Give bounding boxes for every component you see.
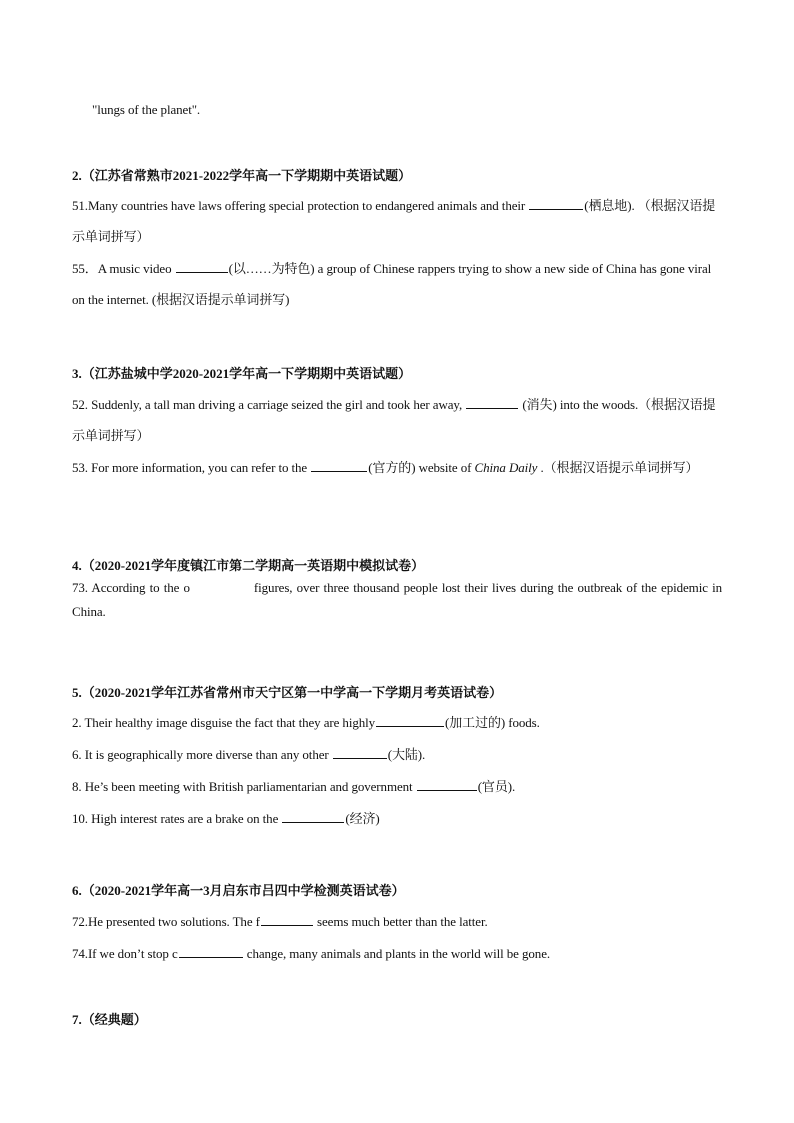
answer-blank[interactable] — [417, 779, 477, 791]
section-heading-5: 5.（2020-2021学年江苏省常州市天宁区第一中学高一下学期月考英语试卷） — [72, 685, 503, 700]
answer-blank[interactable] — [261, 914, 313, 926]
question-52: 52. Suddenly, a tall man driving a carriage seized the girl and took her away, (消失) into the woods.（根据汉语提示单词拼写） — [72, 397, 716, 443]
question-6: 6. It is geographically more diverse than any other (大陆). — [72, 747, 426, 762]
answer-blank[interactable] — [311, 460, 367, 472]
question-10: 10. High interest rates are a brake on the (经济) — [72, 811, 380, 826]
answer-blank[interactable] — [176, 261, 228, 273]
section-heading-4: 4.（2020-2021学年度镇江市第二学期高一英语期中模拟试卷） — [72, 558, 425, 573]
question-73: 73. According to the o figures, over three thousand people lost their lives during the outbreak of the epidemic in China. — [72, 580, 722, 619]
answer-blank[interactable] — [529, 198, 583, 210]
question-74: 74.If we don’t stop c change, many animals and plants in the world will be gone. — [72, 946, 551, 961]
question-51: 51.Many countries have laws offering special protection to endangered animals and their (栖息地). （根据汉语提示单词拼写） — [72, 198, 716, 244]
answer-blank[interactable] — [282, 811, 344, 823]
section-heading-2: 2.（江苏省常熟市2021-2022学年高一下学期期中英语试题） — [72, 168, 412, 183]
answer-blank[interactable] — [466, 397, 518, 409]
section-heading-3: 3.（江苏盐城中学2020-2021学年高一下学期期中英语试题） — [72, 366, 412, 381]
newspaper-name: China Daily — [474, 460, 538, 475]
continuation-text: "lungs of the planet". — [92, 102, 201, 117]
question-72: 72.He presented two solutions. The f seems much better than the latter. — [72, 914, 488, 929]
question-2: 2. Their healthy image disguise the fact that they are highly (加工过的) foods. — [72, 715, 540, 730]
answer-blank[interactable] — [333, 747, 387, 759]
answer-blank[interactable] — [376, 715, 444, 727]
question-8: 8. He’s been meeting with British parliamentarian and government (官员). — [72, 779, 516, 794]
question-55: 55．A music video (以……为特色) a group of Chinese rappers trying to show a new side of China has gone viral on the internet. (根据汉语提示单词拼写) — [72, 261, 712, 307]
answer-blank[interactable] — [179, 946, 243, 958]
section-heading-7: 7.（经典题） — [72, 1012, 147, 1027]
section-heading-6: 6.（2020-2021学年高一3月启东市吕四中学检测英语试卷） — [72, 883, 405, 898]
question-53: 53. For more information, you can refer to the (官方的) website of China Daily .（根据汉语提示单词拼写） — [72, 460, 699, 475]
